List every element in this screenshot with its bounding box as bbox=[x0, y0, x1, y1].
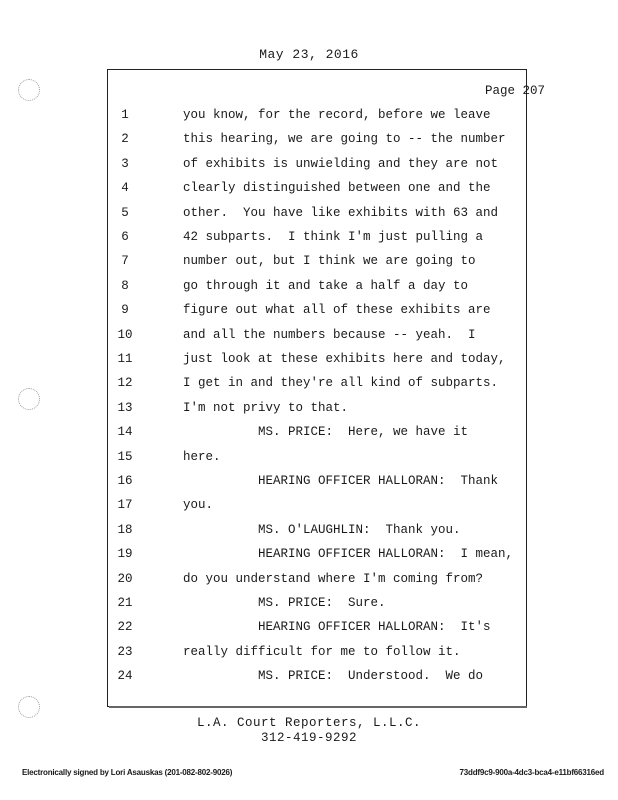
transcript-line bbox=[0, 596, 618, 616]
transcript-line bbox=[0, 352, 618, 372]
line-text: go through it and take a half a day to bbox=[183, 278, 469, 293]
transcript-line bbox=[0, 279, 618, 299]
line-number: 12 bbox=[117, 376, 133, 391]
line-number: 9 bbox=[121, 303, 129, 318]
line-number: 18 bbox=[117, 522, 133, 537]
line-text: 42 subparts. I think I'm just pulling a bbox=[183, 230, 484, 244]
line-text: this hearing, we are going to -- the number bbox=[183, 132, 506, 147]
transcript-line bbox=[0, 401, 618, 421]
line-text: you know, for the record, before we leave bbox=[183, 108, 491, 122]
line-number: 11 bbox=[117, 352, 133, 366]
line-number: 8 bbox=[121, 278, 129, 293]
transcript-line bbox=[0, 498, 618, 518]
transcript-line bbox=[0, 547, 618, 567]
line-number: 10 bbox=[117, 327, 133, 342]
line-text: number out, but I think we are going to bbox=[183, 254, 476, 269]
line-text: HEARING OFFICER HALLORAN: Thank bbox=[258, 474, 499, 488]
line-number: 24 bbox=[117, 669, 133, 684]
court-reporter-phone: 312-419-9292 bbox=[260, 731, 357, 745]
line-text: of exhibits is unwielding and they are not bbox=[183, 156, 499, 171]
transcript-line bbox=[0, 108, 618, 128]
electronic-signature: Electronically signed by Lori Asauskas (201-082-802-9026) bbox=[22, 768, 233, 777]
line-text: other. You have like exhibits with 63 and bbox=[183, 205, 499, 220]
transcript-date: May 23, 2016 bbox=[259, 47, 359, 62]
line-number: 23 bbox=[117, 644, 133, 659]
line-number: 15 bbox=[117, 449, 133, 464]
transcript-line bbox=[0, 669, 618, 689]
transcript-line bbox=[0, 523, 618, 543]
line-number: 13 bbox=[117, 400, 133, 415]
line-number: 7 bbox=[121, 254, 129, 269]
line-text: really difficult for me to follow it. bbox=[183, 644, 461, 659]
line-number: 3 bbox=[121, 156, 129, 171]
line-number: 21 bbox=[117, 596, 133, 610]
line-number: 2 bbox=[121, 132, 129, 147]
transcript-line bbox=[0, 254, 618, 274]
transcript-line bbox=[0, 132, 618, 152]
transcript-line bbox=[0, 157, 618, 177]
transcript-line bbox=[0, 230, 618, 250]
line-text: MS. PRICE: Sure. bbox=[258, 596, 386, 610]
line-text: here. bbox=[183, 449, 221, 464]
transcript-line bbox=[0, 303, 618, 323]
line-number: 19 bbox=[117, 547, 133, 562]
line-text: HEARING OFFICER HALLORAN: It's bbox=[258, 620, 491, 635]
transcript-line bbox=[0, 376, 618, 396]
line-number: 4 bbox=[121, 181, 129, 196]
line-text: HEARING OFFICER HALLORAN: I mean, bbox=[258, 547, 514, 562]
line-number: 1 bbox=[121, 108, 129, 122]
line-number: 22 bbox=[117, 620, 133, 635]
line-text: MS. O'LAUGHLIN: Thank you. bbox=[258, 522, 461, 537]
transcript-line bbox=[0, 425, 618, 445]
line-text: you. bbox=[183, 498, 214, 513]
line-text: I'm not privy to that. bbox=[183, 400, 349, 415]
transcript-line bbox=[0, 450, 618, 470]
line-number: 5 bbox=[121, 205, 129, 220]
court-reporter-name: L.A. Court Reporters, L.L.C. bbox=[196, 716, 422, 730]
transcript-line bbox=[0, 474, 618, 494]
line-number: 6 bbox=[121, 230, 129, 244]
line-text: figure out what all of these exhibits are bbox=[183, 303, 491, 318]
transcript-line bbox=[0, 181, 618, 201]
transcript-line bbox=[0, 572, 618, 592]
line-text: MS. PRICE: Understood. We do bbox=[258, 669, 484, 684]
transcript-line bbox=[0, 206, 618, 226]
line-text: I get in and they're all kind of subparts. bbox=[183, 376, 499, 391]
page-number: Page 207 bbox=[484, 84, 545, 98]
line-text: clearly distinguished between one and the bbox=[183, 181, 491, 196]
line-text: do you understand where I'm coming from? bbox=[183, 571, 484, 586]
line-text: just look at these exhibits here and today, bbox=[183, 352, 506, 366]
line-number: 17 bbox=[117, 498, 133, 513]
document-hash: 73ddf9c9-900a-4dc3-bca4-e11bf66316ed bbox=[459, 768, 604, 777]
line-number: 14 bbox=[117, 425, 133, 440]
transcript-line bbox=[0, 645, 618, 665]
transcript-line bbox=[0, 328, 618, 348]
line-text: MS. PRICE: Here, we have it bbox=[258, 425, 469, 440]
line-number: 20 bbox=[117, 571, 133, 586]
line-text: and all the numbers because -- yeah. I bbox=[183, 327, 476, 342]
line-number: 16 bbox=[117, 474, 133, 488]
transcript-line bbox=[0, 620, 618, 640]
